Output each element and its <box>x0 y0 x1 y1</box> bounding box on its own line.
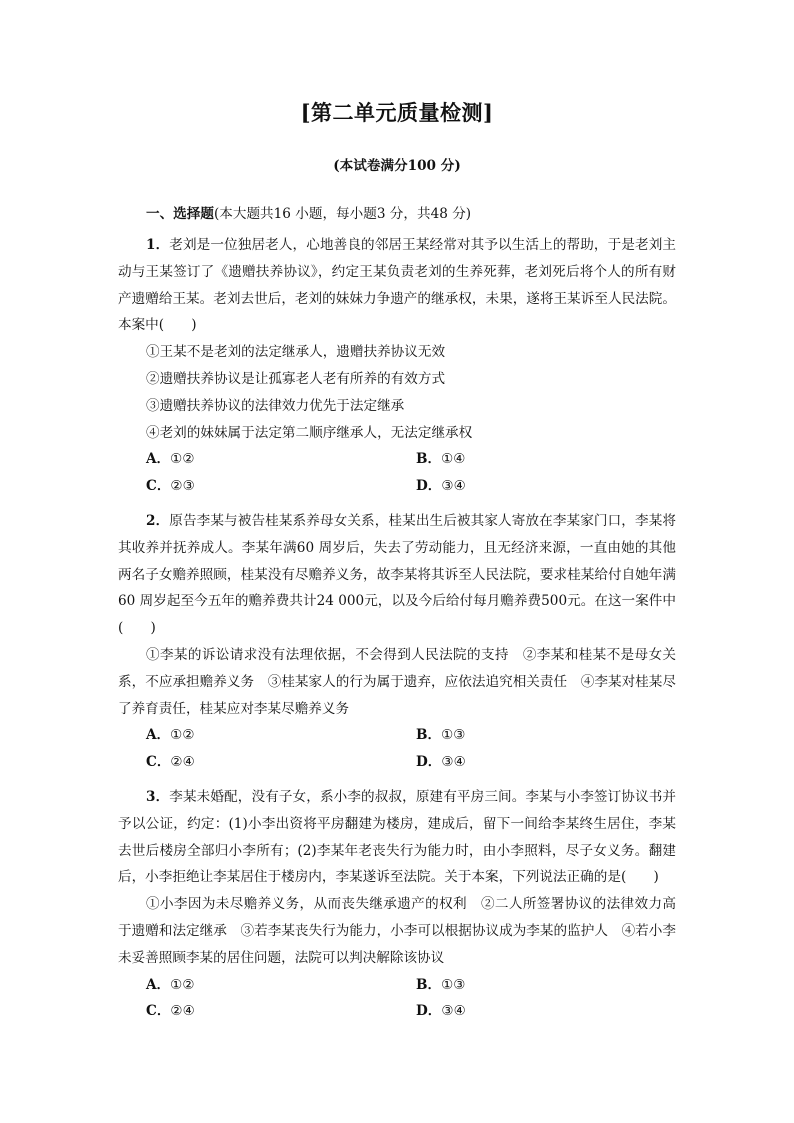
options <box>118 972 676 1026</box>
option-text: ①② <box>170 976 195 993</box>
option-letter: B． <box>416 727 442 744</box>
question-2 <box>118 508 676 776</box>
option-text: ①④ <box>441 451 466 468</box>
option-letter: B． <box>416 976 442 993</box>
statement-3: ③遗赠扶养协议的法律效力优先于法定继承 <box>146 397 405 414</box>
option-text: ②④ <box>170 1003 195 1020</box>
option-text: ②③ <box>170 478 195 495</box>
option-letter: C． <box>146 1003 171 1020</box>
question-3 <box>118 784 676 1025</box>
option-letter: D． <box>416 754 442 771</box>
statement-group: ①李某的诉讼请求没有法理依据，不会得到人民法院的支持 ②李某和桂某不是母女关系，不应承担赡养义务 ③桂某家人的行为属于遗弃，应依法追究相关责任 ④李某对桂某尽了养育责任，桂某应对李某尽赡养义务 <box>118 646 676 717</box>
option-letter: A． <box>146 727 171 744</box>
question-stem <box>118 232 676 339</box>
option-d[interactable] <box>416 998 686 1025</box>
option-b[interactable] <box>416 446 686 473</box>
option-c[interactable] <box>146 749 416 776</box>
option-a[interactable] <box>146 722 416 749</box>
page-title: [第二单元质量检测] <box>300 100 494 125</box>
option-letter: D． <box>416 1003 442 1020</box>
option-text: ②④ <box>170 754 195 771</box>
option-letter: B． <box>416 451 442 468</box>
option-letter: D． <box>416 478 442 495</box>
option-text: ③④ <box>441 754 466 771</box>
option-b[interactable] <box>416 972 686 999</box>
option-d[interactable] <box>416 749 686 776</box>
question-text: 原告李某与被告桂某系养母女关系，桂某出生后被其家人寄放在李某家门口，李某将其收养并抚养成人。李某年满60 周岁后，失去了劳动能力，且无经济来源，一直由她的其他两名子女赡养照顾，桂某没有尽赡养义务，故李某将其诉至人民法院，要求桂某给付自她年满60 周岁起至今五年的赡养费共计24 000元，以及今后给付每月赡养费500元。在这一案件中( ) <box>118 512 676 637</box>
statement-4: ④老刘的妹妹属于法定第二顺序继承人，无法定继承权 <box>146 424 473 441</box>
question-number: 3． <box>146 788 170 805</box>
option-text: ①② <box>170 451 195 468</box>
option-d[interactable] <box>416 473 686 500</box>
option-letter: A． <box>146 451 171 468</box>
score-note: (本试卷满分100 分) <box>333 158 461 174</box>
option-letter: C． <box>146 478 171 495</box>
question-1 <box>118 232 676 500</box>
statement-2: ②遗赠扶养协议是让孤寡老人老有所养的有效方式 <box>146 370 446 387</box>
option-a[interactable] <box>146 446 416 473</box>
question-text: 老刘是一位独居老人，心地善良的邻居王某经常对其予以生活上的帮助，于是老刘主动与王某签订了《遗赠扶养协议》，约定王某负责老刘的生养死葬，老刘死后将个人的所有财产遗赠给王某。老刘去世后，老刘的妹妹力争遗产的继承权，未果，遂将王某诉至人民法院。本案中( ) <box>118 237 676 334</box>
option-a[interactable] <box>146 972 416 999</box>
question-text: 李某未婚配，没有子女，系小李的叔叔，原建有平房三间。李某与小李签订协议书并予以公证，约定：(1)小李出资将平房翻建为楼房，建成后，留下一间给李某终生居住，李某去世后楼房全部归小李所有；(2)李某年老丧失行为能力时，由小李照料，尽子女义务。翻建后，小李拒绝让李某居住于楼房内，李某遂诉至法院。关于本案，下列说法正确的是( ) <box>118 788 676 886</box>
question-number: 1． <box>146 237 170 253</box>
option-c[interactable] <box>146 473 416 500</box>
options <box>118 722 676 776</box>
section-title: 一、选择题 <box>146 206 214 222</box>
option-letter: A． <box>146 976 171 993</box>
option-text: ③④ <box>441 1003 466 1020</box>
statement-1: ①王某不是老刘的法定继承人，遗赠扶养协议无效 <box>146 344 446 361</box>
question-stem <box>118 784 676 891</box>
options <box>118 446 676 500</box>
option-text: ③④ <box>441 478 466 495</box>
section-heading <box>118 204 676 224</box>
statement-group: ①小李因为未尽赡养义务，从而丧失继承遗产的权利 ②二人所签署协议的法律效力高于遗赠和法定继承 ③若李某丧失行为能力，小李可以根据协议成为李某的监护人 ④若小李未妥善照顾李某的居住问题，法院可以判决解除该协议 <box>118 896 676 966</box>
option-text: ①③ <box>441 976 466 993</box>
option-b[interactable] <box>416 722 686 749</box>
question-number: 2． <box>146 512 170 529</box>
option-letter: C． <box>146 754 171 771</box>
option-text: ①② <box>170 727 195 744</box>
option-c[interactable] <box>146 998 416 1025</box>
question-stem <box>118 508 676 642</box>
section-note: (本大题共16 小题，每小题3 分，共48 分) <box>213 206 472 222</box>
option-text: ①③ <box>441 727 466 744</box>
